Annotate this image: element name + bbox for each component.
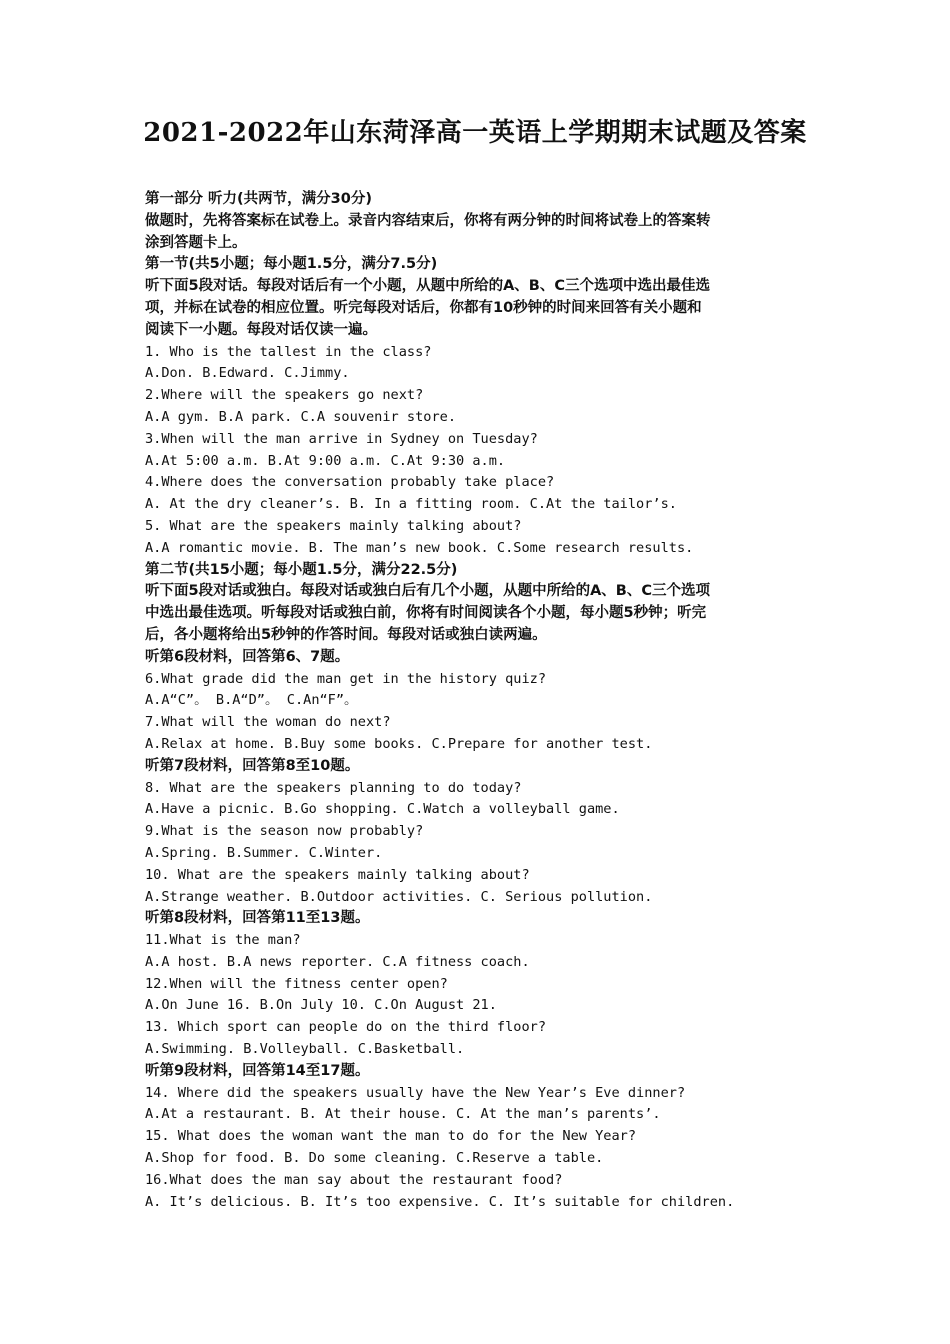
document-body [145,189,810,1213]
question-line: 1. Who is the tallest in the class? [145,343,432,360]
question-line: 14. Where did the speakers usually have the New Year’s Eve dinner? [145,1084,686,1101]
question-line: 15. What does the woman want the man to do for the New Year? [145,1128,637,1145]
question-line: 7.What will the woman do next? [145,714,391,731]
question-line: 3.When will the man arrive in Sydney on Tuesday? [145,430,538,447]
question-line: 5. What are the speakers mainly talking about? [145,517,522,534]
section-text-line: 第二节(共15小题；每小题1.5分，满分22.5分) [145,561,458,578]
question-line: A.Spring. B.Summer. C.Winter. [145,844,383,861]
question-line: A.Have a picnic. B.Go shopping. C.Watch a volleyball game. [145,801,620,818]
section-text-line: 听第9段材料，回答第14至17题。 [145,1062,370,1079]
section-text-line: 项，并标在试卷的相应位置。听完每段对话后，你都有10秒钟的时间来回答有关小题和 [145,299,702,316]
question-line: A. It’s delicious. B. It’s too expensive. C. It’s suitable for children. [145,1193,735,1210]
question-line: A.Don. B.Edward. C.Jimmy. [145,365,350,382]
question-line: A.A host. B.A news reporter. C.A fitness coach. [145,953,530,970]
question-line: 6.What grade did the man get in the history quiz? [145,670,547,687]
question-line: 16.What does the man say about the restaurant food? [145,1171,563,1188]
question-line: A.Shop for food. B. Do some cleaning. C.Reserve a table. [145,1150,604,1167]
question-line: A.A“C”。 B.A“D”。 C.An“F”。 [145,692,358,709]
section-text-line: 听下面5段对话。每段对话后有一个小题，从题中所给的A、B、C三个选项中选出最佳选 [145,278,711,295]
question-line: 11.What is the man? [145,932,301,949]
question-line: 2.Where will the speakers go next? [145,387,424,404]
question-line: 13. Which sport can people do on the third floor? [145,1019,547,1036]
question-line: 4.Where does the conversation probably take place? [145,474,555,491]
question-line: A.A gym. B.A park. C.A souvenir store. [145,408,456,425]
section-text-line: 听第7段材料，回答第8至10题。 [145,757,360,774]
question-line: A. At the dry cleaner’s. B. In a fitting room. C.At the tailor’s. [145,496,677,513]
question-line: 9.What is the season now probably? [145,823,424,840]
section-text-line: 听第6段材料，回答第6、7题。 [145,648,350,665]
section-text-line: 后，各小题将给出5秒钟的作答时间。每段对话或独白读两遍。 [145,626,547,643]
section-text-line: 阅读下一小题。每段对话仅读一遍。 [145,321,377,338]
section-text-line: 第一部分 听力(共两节，满分30分) [145,191,372,207]
section-text-line: 做题时，先将答案标在试卷上。录音内容结束后，你将有两分钟的时间将试卷上的答案转 [145,212,711,229]
question-line: 12.When will the fitness center open? [145,975,448,992]
question-line: A.On June 16. B.On July 10. C.On August 21. [145,997,497,1014]
question-line: 10. What are the speakers mainly talking about? [145,866,530,883]
question-line: A.Relax at home. B.Buy some books. C.Prepare for another test. [145,735,653,752]
section-text-line: 听第8段材料，回答第11至13题。 [145,910,370,927]
section-text-line: 第一节(共5小题；每小题1.5分，满分7.5分) [145,256,438,273]
question-line: A.Swimming. B.Volleyball. C.Basketball. [145,1041,465,1058]
question-line: 8. What are the speakers planning to do today? [145,779,522,796]
question-line: A.At a restaurant. B. At their house. C. At the man’s parents’. [145,1106,661,1123]
document-title: 2021-2022年山东菏泽高一英语上学期期末试题及答案 [143,118,807,148]
section-text-line: 中选出最佳选项。听每段对话或独白前，你将有时间阅读各个小题，每小题5秒钟；听完 [145,605,707,622]
question-line: A.At 5:00 a.m. B.At 9:00 a.m. C.At 9:30 a.m. [145,452,506,469]
section-text-line: 听下面5段对话或独白。每段对话或独白后有几个小题，从题中所给的A、B、C三个选项 [145,583,711,600]
question-line: A.A romantic movie. B. The man’s new book. C.Some research results. [145,539,694,556]
section-text-line: 涂到答题卡上。 [145,234,247,251]
question-line: A.Strange weather. B.Outdoor activities. C. Serious pollution. [145,888,653,905]
